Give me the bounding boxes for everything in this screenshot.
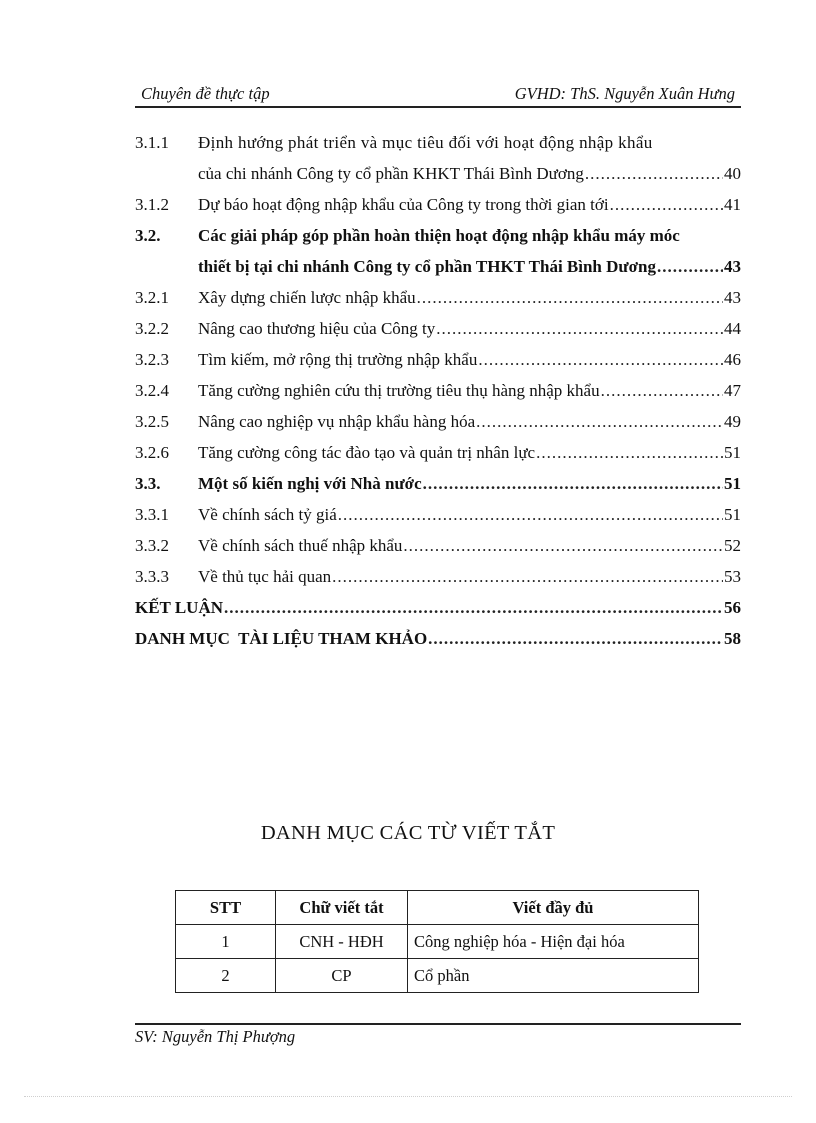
toc-leader-dots [436,319,723,339]
toc-line [198,505,741,525]
toc-number: 3.2.4 [135,381,169,400]
toc-entry-3-2-2 [135,316,741,347]
toc-page: 58 [724,629,741,648]
toc-entry-ket-luan [135,595,741,626]
toc-line [198,288,741,308]
footer-rule [135,1023,741,1025]
table-row [176,959,699,993]
table-of-contents [135,130,741,657]
toc-page: 43 [724,257,741,276]
toc-page: 51 [724,443,741,462]
toc-number: 3.2. [135,226,161,245]
toc-leader-dots [332,567,723,587]
toc-page: 47 [724,381,741,400]
header-full-form: Viết đầy đủ [408,891,699,925]
toc-text: Về chính sách thuế nhập khẩu [198,536,403,555]
toc-leader-dots [585,164,723,184]
toc-page: 51 [724,505,741,524]
toc-page: 53 [724,567,741,586]
toc-leader-dots [601,381,723,401]
page-break-divider [24,1096,792,1097]
toc-text: Về thủ tục hải quan [198,567,332,586]
toc-line [135,598,741,618]
toc-line [198,443,741,463]
toc-text: KẾT LUẬN [135,598,224,617]
toc-page: 40 [724,164,741,183]
toc-number: 3.2.3 [135,350,169,369]
cell-full-form: Công nghiệp hóa - Hiện đại hóa [408,925,699,959]
cell-full-form: Cổ phần [408,959,699,993]
toc-number: 3.2.5 [135,412,169,431]
toc-page: 44 [724,319,741,338]
toc-leader-dots [338,505,723,525]
table-header-row [176,891,699,925]
cell-stt: 1 [176,925,276,959]
toc-number: 3.3.2 [135,536,169,555]
toc-leader-dots [423,474,723,494]
toc-text: Tìm kiếm, mở rộng thị trường nhập khẩu [198,350,478,369]
toc-line [198,381,741,401]
toc-entry-3-1-2 [135,192,741,223]
toc-number: 3.1.1 [135,133,169,152]
toc-line [198,350,741,370]
toc-text: Về chính sách tỷ giá [198,505,337,524]
toc-number: 3.3.3 [135,567,169,586]
toc-number: 3.2.2 [135,319,169,338]
toc-entry-3-2-6 [135,440,741,471]
toc-leader-dots [428,629,723,649]
toc-entry-3-2-4 [135,378,741,409]
toc-number: 3.1.2 [135,195,169,214]
toc-line [198,536,741,556]
toc-page: 56 [724,598,741,617]
toc-leader-dots [536,443,723,463]
toc-line [198,195,741,215]
toc-page: 43 [724,288,741,307]
toc-text-continued [198,164,741,184]
toc-page: 41 [724,195,741,214]
toc-text: DANH MỤC TÀI LIỆU THAM KHẢO [135,629,428,648]
header-stt: STT [176,891,276,925]
page-header [135,82,741,108]
abbreviations-table [175,890,699,993]
toc-entry-3-3-1 [135,502,741,533]
toc-line [198,567,741,587]
page-footer: SV: Nguyễn Thị Phượng [135,1027,296,1046]
header-abbreviation: Chữ viết tắt [276,891,408,925]
toc-entry-3-2-1 [135,285,741,316]
toc-page: 52 [724,536,741,555]
toc-entry-3-3-2 [135,533,741,564]
toc-page: 49 [724,412,741,431]
toc-text: Định hướng phát triển và mục tiêu đối với hoạt động nhập khẩu [198,133,653,152]
toc-number: 3.3. [135,474,161,493]
toc-entry-3-2 [135,223,741,285]
toc-number: 3.2.6 [135,443,169,462]
toc-text: Một số kiến nghị với Nhà nước [198,474,422,493]
toc-text: Các giải pháp góp phần hoàn thiện hoạt động nhập khẩu máy móc [198,226,680,245]
toc-text: Nâng cao thương hiệu của Công ty [198,319,436,338]
toc-text: Tăng cường nghiên cứu thị trường tiêu thụ hàng nhập khẩu [198,381,600,400]
toc-text-line2: của chi nhánh Công ty cổ phần KHKT Thái Bình Dương [198,164,584,183]
toc-text: Tăng cường công tác đào tạo và quản trị nhân lực [198,443,536,462]
toc-entry-3-1-1 [135,130,741,192]
toc-entry-tai-lieu-tham-khao [135,626,741,657]
cell-abbreviation: CNH - HĐH [276,925,408,959]
table-row [176,925,699,959]
toc-page: 46 [724,350,741,369]
toc-text: Xây dựng chiến lược nhập khẩu [198,288,416,307]
toc-leader-dots [478,350,723,370]
toc-text-continued [198,257,741,277]
toc-text: Nâng cao nghiệp vụ nhập khẩu hàng hóa [198,412,476,431]
toc-entry-3-2-5 [135,409,741,440]
toc-leader-dots [224,598,723,618]
toc-entry-3-3 [135,471,741,502]
toc-leader-dots [610,195,723,215]
toc-number: 3.3.1 [135,505,169,524]
toc-leader-dots [657,257,723,277]
cell-stt: 2 [176,959,276,993]
toc-page: 51 [724,474,741,493]
toc-number: 3.2.1 [135,288,169,307]
toc-entry-3-3-3 [135,564,741,595]
toc-leader-dots [417,288,723,308]
cell-abbreviation: CP [276,959,408,993]
toc-leader-dots [476,412,723,432]
toc-text: Dự báo hoạt động nhập khẩu của Công ty trong thời gian tới [198,195,609,214]
toc-leader-dots [403,536,723,556]
toc-entry-3-2-3 [135,347,741,378]
header-left: Chuyên đề thực tập [141,84,270,103]
abbreviations-title: DANH MỤC CÁC TỪ VIẾT TẮT [260,822,556,844]
toc-line [135,629,741,649]
toc-line [198,319,741,339]
header-right: GVHD: ThS. Nguyễn Xuân Hưng [514,84,735,103]
toc-line [198,474,741,494]
toc-text-line2: thiết bị tại chi nhánh Công ty cổ phần THKT Thái Bình Dương [198,257,656,276]
toc-line [198,412,741,432]
